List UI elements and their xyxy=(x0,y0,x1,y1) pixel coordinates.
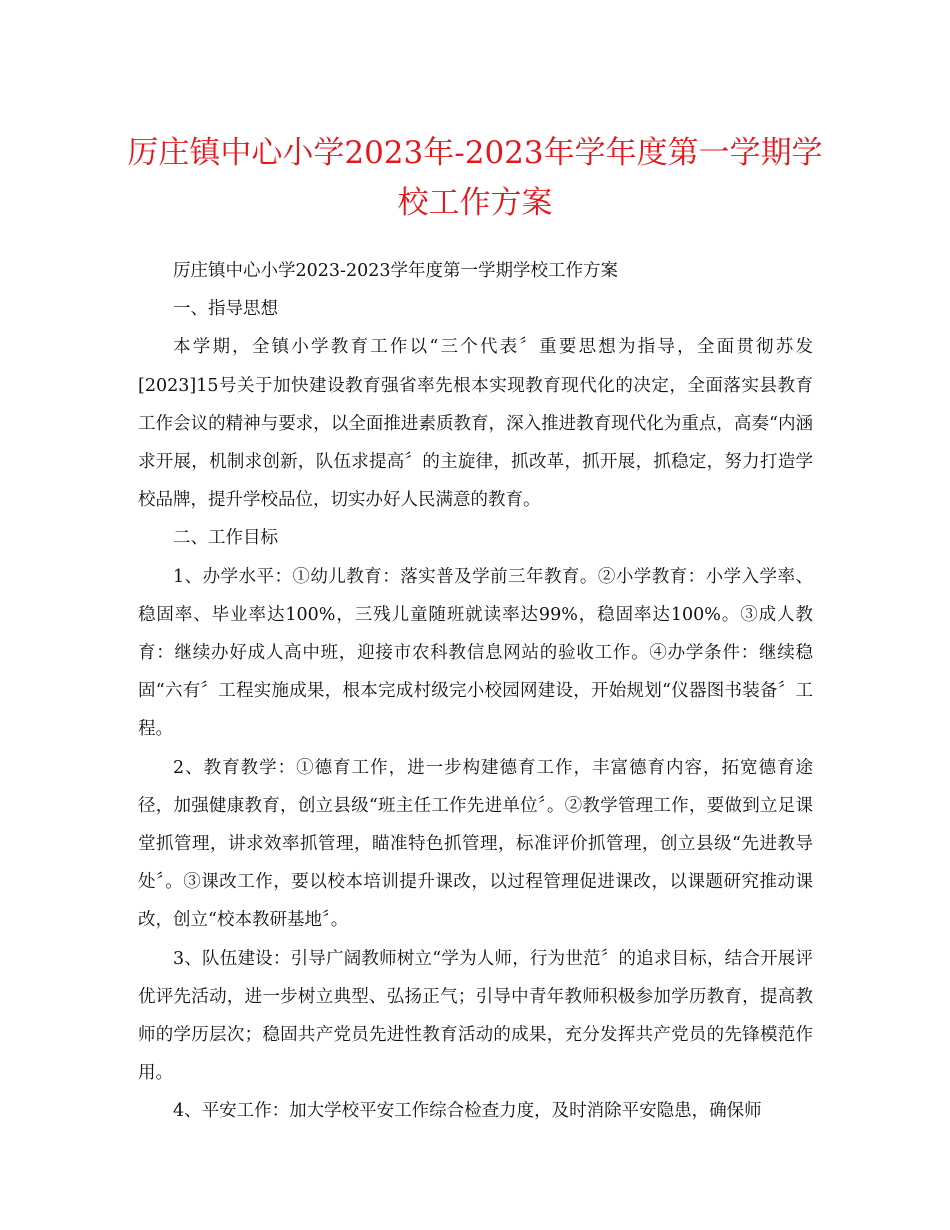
paragraph-safety-work: 4、平安工作：加大学校平安工作综合检查力度，及时消除平安隐患，确保师 xyxy=(173,1101,762,1122)
paragraph-school-level: 1、办学水平：①幼儿教育：落实普及学前三年教育。②小学教育：小学入学率、稳固率、毕业率达100%，三残儿童随班就读率达99%，稳固率达100%。③成人教育：继续办好成人高中班，迎接市农科教信息网站的验收工作。④办学条件：继续稳固“六有〞工程实施成果，根本完成村级完小校园网建设，开始规划“仪器图书装备〞工程。 xyxy=(138,566,813,740)
paragraph-team-building: 3、队伍建设：引导广阔教师树立“学为人师，行为世范〞的追求目标，结合开展评优评先活动，进一步树立典型、弘扬正气；引导中青年教师积极参加学历教育，提高教师的学历层次；稳固共产党员先进性教育活动的成果，充分发挥共产党员的先锋模范作用。 xyxy=(138,948,813,1084)
section-heading-work-goals: 二、工作目标 xyxy=(173,528,278,549)
paragraph-education-teaching: 2、教育教学：①德育工作，进一步构建德育工作，丰富德育内容，拓宽德育途径，加强健康教育，创立县级“班主任工作先进单位〞。②教学管理工作，要做到立足课堂抓管理，讲求效率抓管理，瞄准特色抓管理，标准评价抓管理，创立县级“先进教导处〞。③课改工作，要以校本培训提升课改，以过程管理促进课改，以课题研究推动课改，创立“校本教研基地〞。 xyxy=(138,757,813,931)
section-heading-guiding-ideology: 一、指导思想 xyxy=(173,299,278,320)
document-title: 厉庄镇中心小学2023年-2023年学年度第一学期学校工作方案 xyxy=(127,135,823,221)
subtitle-paragraph: 厉庄镇中心小学2023-2023学年度第一学期学校工作方案 xyxy=(173,261,618,281)
document-body xyxy=(138,252,813,1131)
paragraph-guiding-ideology: 本学期，全镇小学教育工作以“三个代表〞重要思想为指导，全面贯彻苏发[2023]15号关于加快建设教育强省率先根本实现教育现代化的决定，全面落实县教育工作会议的精神与要求，以全面推进素质教育，深入推进教育现代化为重点，高奏“内涵求开展，机制求创新，队伍求提高〞的主旋律，抓改革，抓开展，抓稳定，努力打造学校品牌，提升学校品位，切实办好人民满意的教育。 xyxy=(138,337,813,511)
